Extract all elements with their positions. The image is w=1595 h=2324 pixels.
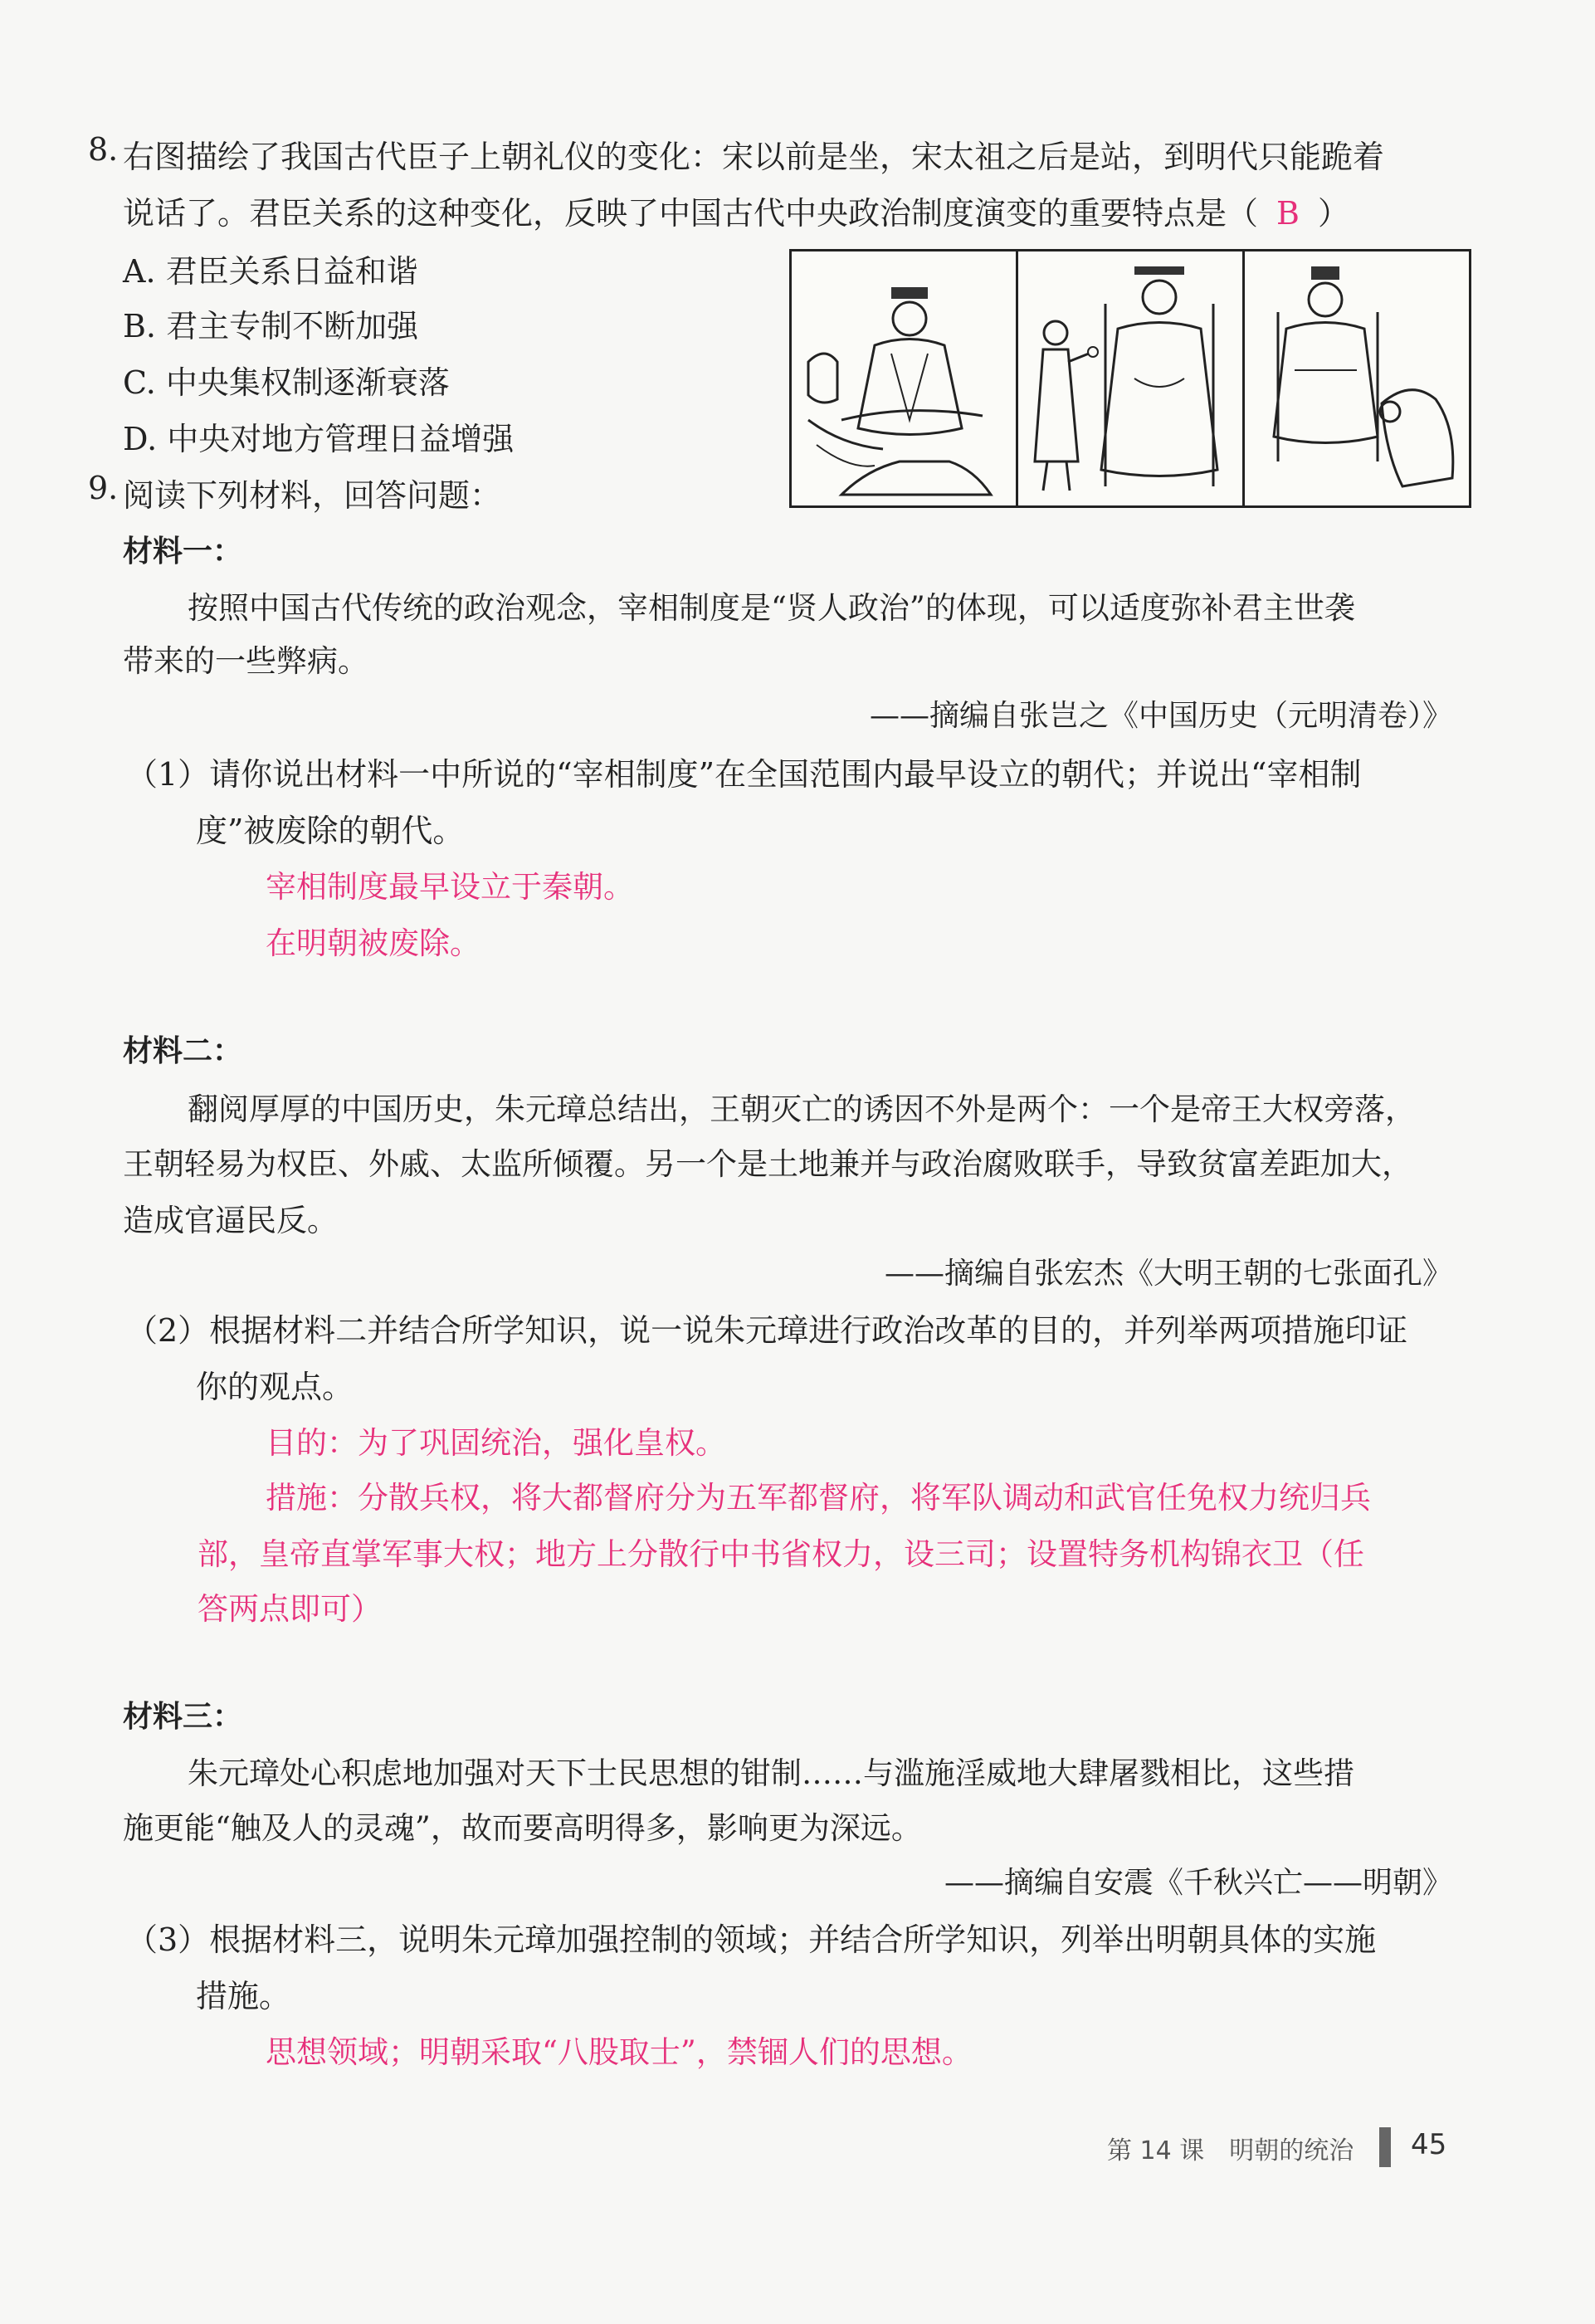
q8-stem-line2 <box>123 188 1349 233</box>
sub-question-2-line1: （2）根据材料二并结合所学知识，说一说朱元璋进行政治改革的目的，并列举两项措施印证 <box>126 1312 1408 1349</box>
material-2-line2: 王朝轻易为权臣、外戚、太监所倾覆。另一个是土地兼并与政治腐败联手，导致贫富差距加大， <box>123 1146 1412 1182</box>
q8-option-d: D. 中央对地方管理日益增强 <box>123 421 515 457</box>
panel-seated-minister <box>792 251 1018 505</box>
kneeling-minister-drawing <box>1245 251 1469 505</box>
seated-minister-drawing <box>792 251 1016 505</box>
answer-3-line1: 思想领域；明朝采取“八股取士”，禁锢人们的思想。 <box>266 2034 973 2070</box>
q8-stem-line2-text: 说话了。君臣关系的这种变化，反映了中国古代中央政治制度演变的重要特点是（ <box>123 195 1259 232</box>
material-2-source: ——摘编自张宏杰《大明王朝的七张面孔》 <box>884 1257 1452 1291</box>
material-3-line2: 施更能“触及人的灵魂”，故而要高明得多，影响更为深远。 <box>123 1810 922 1846</box>
material-1-label: 材料一： <box>123 534 243 569</box>
sub-question-3-line1: （3）根据材料三，说明朱元璋加强控制的领域；并结合所学知识，列举出明朝具体的实施 <box>126 1921 1377 1958</box>
answer-1-line2: 在明朝被废除。 <box>266 925 480 961</box>
footer-lesson-title: 第 14 课 明朝的统治 <box>1107 2136 1354 2165</box>
answer-2-measures-line1: 措施：分散兵权，将大都督府分为五军都督府，将军队调动和武官任免权力统归兵 <box>266 1480 1371 1516</box>
q8-option-c: C. 中央集权制逐渐衰落 <box>123 364 450 401</box>
q9-title: 阅读下列材料，回答问题： <box>123 477 502 514</box>
court-etiquette-illustration <box>789 249 1471 508</box>
q8-stem-line2-close: ） <box>1317 195 1349 232</box>
q8-stem-line1: 右图描绘了我国古代臣子上朝礼仪的变化：宋以前是坐，宋太祖之后是站，到明代只能跪着 <box>123 139 1385 175</box>
answer-2-purpose: 目的：为了巩固统治，强化皇权。 <box>266 1425 726 1461</box>
q8-option-b: B. 君主专制不断加强 <box>123 308 419 344</box>
material-1-line1: 按照中国古代传统的政治观念，宰相制度是“贤人政治”的体现，可以适度弥补君主世袭 <box>188 590 1355 626</box>
panel-kneeling-minister <box>1245 251 1469 505</box>
q8-number: 8. <box>88 131 119 168</box>
q8-option-a: A. 君臣关系日益和谐 <box>123 253 418 290</box>
material-1-line2: 带来的一些弊病。 <box>123 643 368 679</box>
page-number: 45 <box>1411 2128 1447 2161</box>
material-1-source: ——摘编自张岂之《中国历史（元明清卷）》 <box>869 699 1452 733</box>
material-3-source: ——摘编自安震《千秋兴亡——明朝》 <box>944 1866 1452 1900</box>
q8-answer: B <box>1276 195 1300 232</box>
sub-question-2-line2: 你的观点。 <box>196 1369 354 1405</box>
answer-1-line1: 宰相制度最早设立于秦朝。 <box>266 869 634 905</box>
sub-question-1-line2: 度”被废除的朝代。 <box>196 813 465 849</box>
material-3-line1: 朱元璋处心积虑地加强对天下士民思想的钳制……与滥施淫威地大肆屠戮相比，这些措 <box>188 1755 1354 1791</box>
material-2-line3: 造成官逼民反。 <box>123 1203 338 1238</box>
material-2-label: 材料二： <box>123 1033 243 1068</box>
sub-question-1-line1: （1）请你说出材料一中所说的“宰相制度”在全国范围内最早设立的朝代；并说出“宰相制 <box>126 756 1362 793</box>
material-2-line1: 翻阅厚厚的中国历史，朱元璋总结出，王朝灭亡的诱因不外是两个：一个是帝王大权旁落， <box>188 1091 1416 1127</box>
material-3-label: 材料三： <box>123 1699 243 1734</box>
answer-2-measures-line3: 答两点即可） <box>198 1591 382 1627</box>
sub-question-3-line2: 措施。 <box>196 1978 291 2014</box>
q9-number: 9. <box>88 470 119 506</box>
answer-2-measures-line2: 部，皇帝直掌军事大权；地方上分散行中书省权力，设三司；设置特务机构锦衣卫（任 <box>198 1536 1364 1572</box>
panel-standing-minister <box>1018 251 1245 505</box>
footer-divider-bar <box>1379 2127 1391 2167</box>
standing-minister-drawing <box>1018 251 1242 505</box>
